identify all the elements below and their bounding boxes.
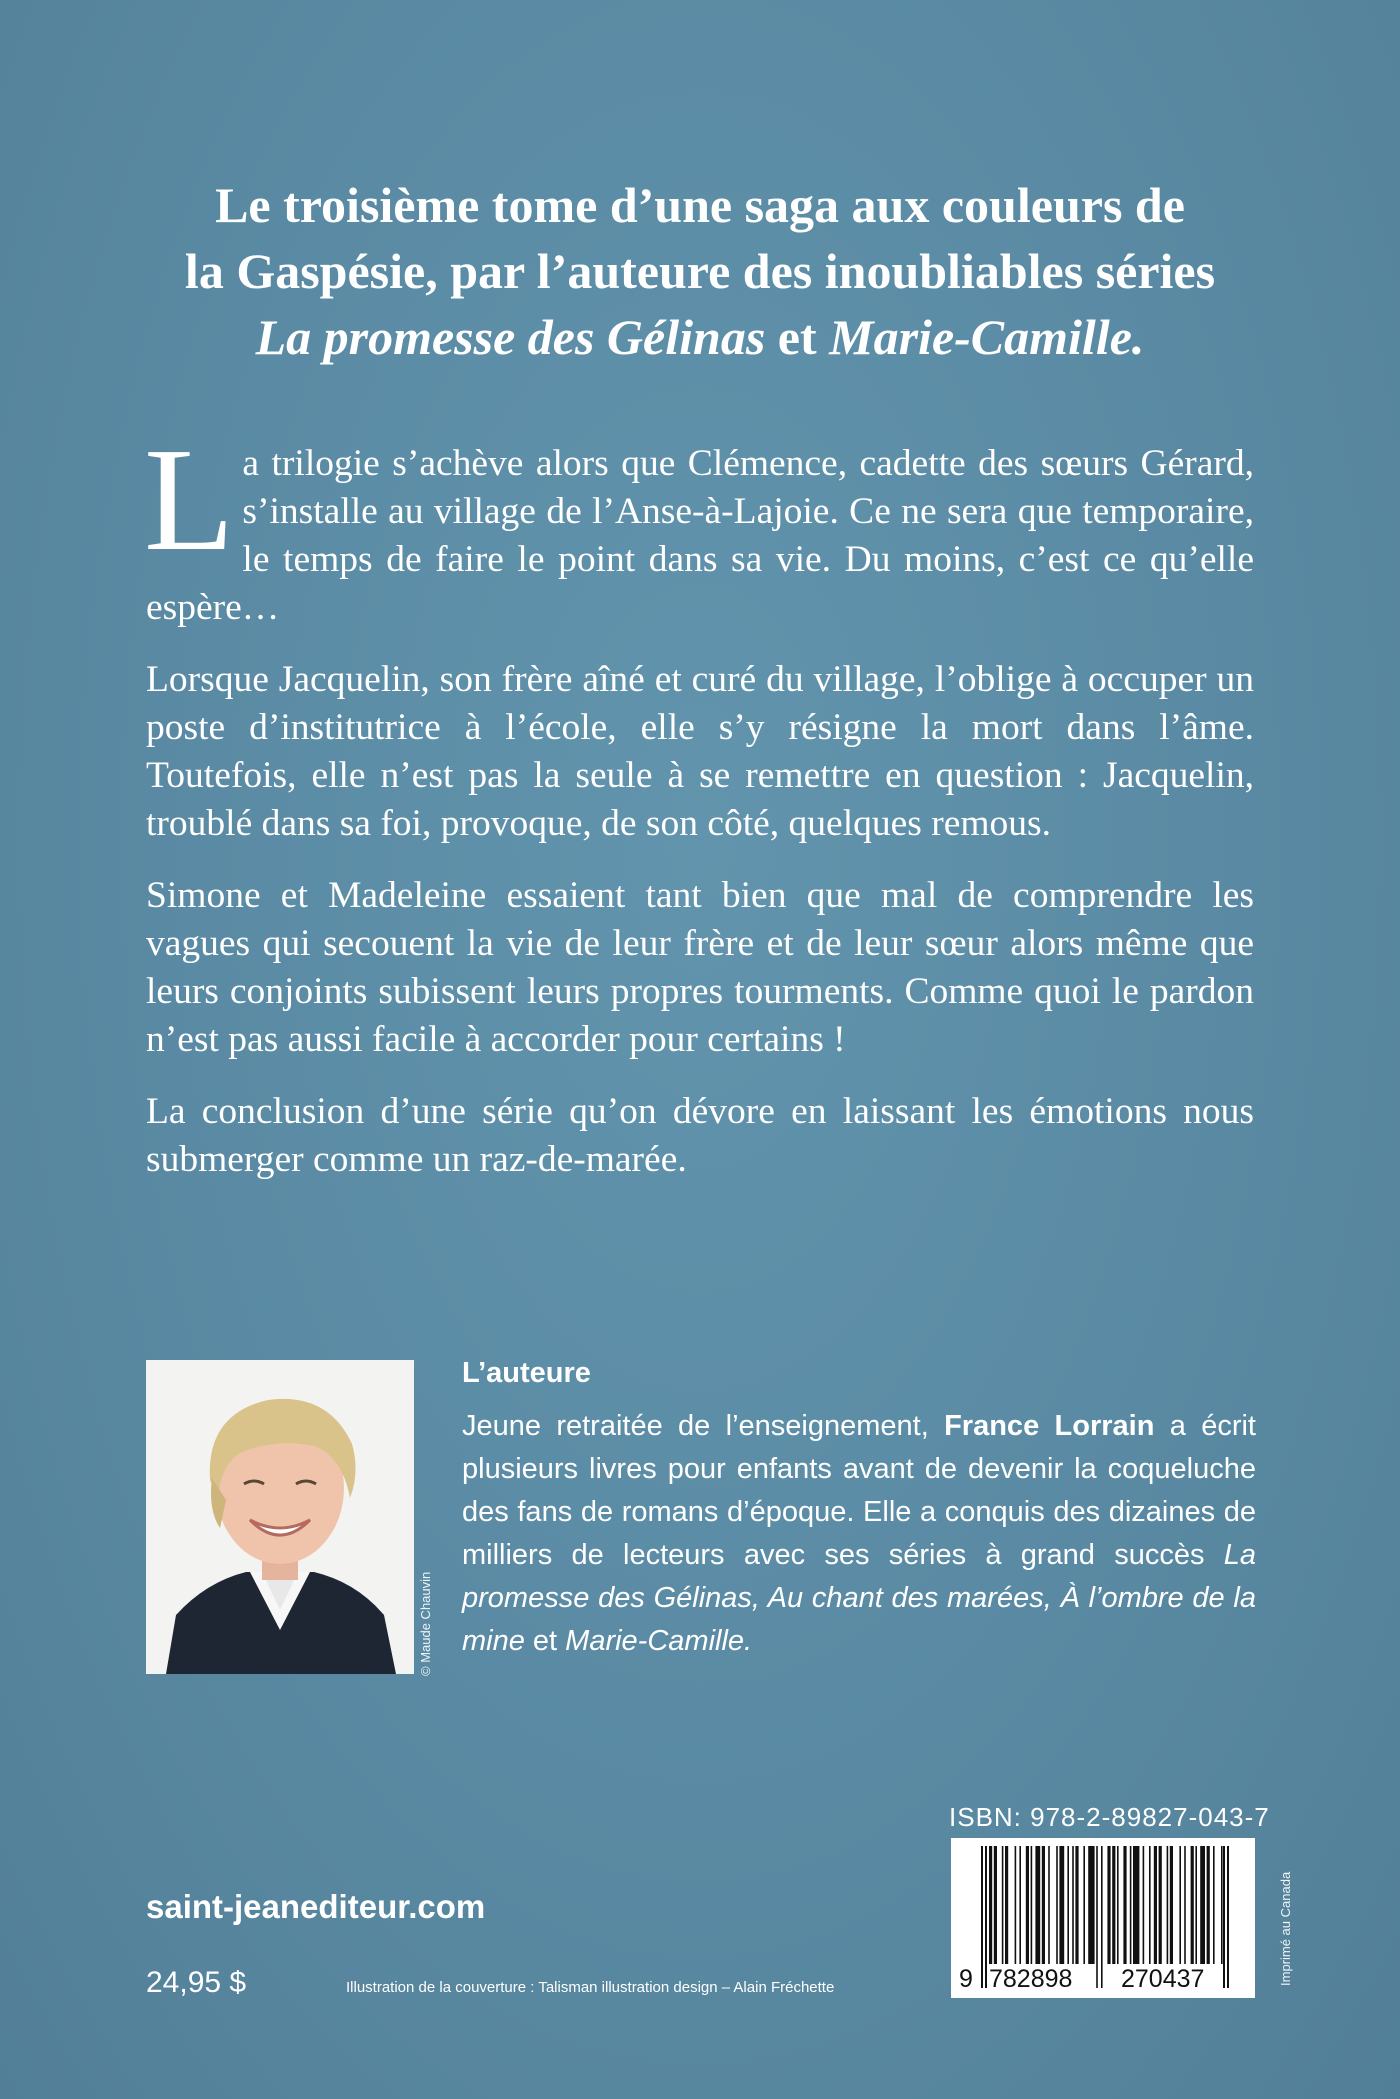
barcode-bar xyxy=(1002,1846,1004,1964)
barcode-bar xyxy=(1191,1846,1194,1964)
barcode-group-2: 270437 xyxy=(1121,1965,1205,1993)
barcode-bar xyxy=(1015,1846,1017,1964)
author-portrait-icon xyxy=(146,1360,414,1674)
price: 24,95 $ xyxy=(146,1966,247,1999)
barcode-bar xyxy=(985,1846,987,1988)
barcode-bar xyxy=(1200,1846,1205,1964)
barcode-group-1: 782898 xyxy=(989,1965,1073,1993)
tagline-line-2: la Gaspésie, par l’auteure des inoubliables séries xyxy=(184,243,1216,299)
barcode-bar xyxy=(1107,1846,1110,1964)
author-bio-mid: a écrit plusieurs livres pour enfants avant de devenir la coqueluche des fans de romans d’époque. Elle a conquis des dizaines de milliers de lecteurs avec ses séries à grand succès xyxy=(462,1410,1256,1571)
barcode-bar xyxy=(1195,1846,1197,1964)
barcode-bar xyxy=(1067,1846,1069,1964)
barcode-bar xyxy=(1056,1846,1058,1964)
barcode-bar xyxy=(1096,1846,1098,1988)
synopsis-paragraph-2: Lorsque Jacquelin, son frère aîné et curé du village, l’oblige à occuper un poste d’institutrice à l’école, elle s’y résigne la mort dans l’âme. Toutefois, elle n’est pas la seule à se remettre en question : Jacquelin, troublé dans sa foi, provoque, de son côté, quelques remous. xyxy=(146,659,1254,844)
barcode xyxy=(951,1838,1255,1998)
author-section xyxy=(462,1352,1256,1663)
barcode-bar xyxy=(1227,1846,1229,1988)
barcode-bar xyxy=(1130,1846,1132,1964)
barcode-bar xyxy=(1005,1846,1008,1964)
barcode-bar xyxy=(1117,1846,1119,1964)
barcode-bar xyxy=(1159,1846,1162,1964)
barcode-bar xyxy=(1031,1846,1033,1964)
barcode-bar xyxy=(1101,1846,1103,1988)
barcode-bar xyxy=(989,1846,992,1964)
synopsis-paragraph-3: Simone et Madeleine essaient tant bien que mal de comprendre les vagues qui secouent la vie de leur frère et de leur sœur alors même que leurs conjoints subissent leurs propres tourments. Comme quoi le pardon n’est pas aussi facile à accorder pour certains ! xyxy=(146,875,1254,1060)
synopsis-paragraph-1-text: a trilogie s’achève alors que Clémence, cadette des sœurs Gérard, s’installe au village de l’Anse-à-Lajoie. Ce ne sera que temporaire, le temps de faire le point dans sa vie. Du moins, c’est ce qu’elle espère… xyxy=(146,443,1254,628)
illustration-credit: Illustration de la couverture : Talisman illustration design – Alain Fréchette xyxy=(346,1979,835,1996)
barcode-bar xyxy=(1059,1846,1064,1964)
barcode-bar xyxy=(1167,1846,1169,1964)
publisher-website[interactable]: saint-jeanediteur.com xyxy=(146,1888,486,1925)
author-bio-intro: Jeune retraitée de l’enseignement, xyxy=(462,1410,945,1442)
barcode-bar xyxy=(1184,1846,1186,1964)
barcode-bar xyxy=(994,1846,997,1964)
drop-cap: L xyxy=(144,418,235,582)
synopsis-paragraph-1 xyxy=(144,418,1254,632)
tagline-series-1: La promesse des Gélinas xyxy=(255,309,766,365)
printed-in-canada: Imprimé au Canada xyxy=(1278,1871,1293,1986)
barcode-bar xyxy=(1026,1846,1029,1964)
author-last-work: Marie-Camille. xyxy=(565,1625,753,1657)
barcode-bar xyxy=(1042,1846,1045,1964)
barcode-bar xyxy=(1154,1846,1157,1964)
barcode-bar xyxy=(1019,1846,1021,1964)
barcode-bar xyxy=(1213,1846,1215,1964)
barcode-bar xyxy=(1048,1846,1050,1964)
barcode-lead-digit: 9 xyxy=(959,1965,973,1993)
author-works-connector: et xyxy=(524,1625,566,1657)
synopsis-paragraph-4: La conclusion d’une série qu’on dévore en laissant les émotions nous submerger comme un raz-de-marée. xyxy=(146,1091,1254,1180)
isbn: ISBN: 978-2-89827-043-7 xyxy=(949,1802,1270,1832)
barcode-bar xyxy=(1035,1846,1040,1964)
barcode-bar xyxy=(1223,1846,1225,1988)
barcode-bar xyxy=(1143,1846,1145,1964)
barcode-bar xyxy=(1170,1846,1173,1964)
tagline-connector: et xyxy=(765,309,830,365)
barcode-bar xyxy=(1075,1846,1078,1964)
author-bio xyxy=(462,1405,1256,1663)
barcode-bar xyxy=(1133,1846,1139,1964)
photo-credit: © Maude Chauvin xyxy=(418,1571,433,1676)
synopsis xyxy=(144,418,1254,1208)
barcode-bar xyxy=(1088,1846,1094,1964)
barcode-bar xyxy=(1072,1846,1074,1964)
barcode-bar xyxy=(1112,1846,1115,1964)
author-heading: L’auteure xyxy=(462,1357,591,1389)
tagline-series-2: Marie-Camille. xyxy=(829,309,1145,365)
barcode-bar xyxy=(1207,1846,1210,1964)
tagline xyxy=(120,172,1280,370)
barcode-bar xyxy=(1123,1846,1126,1964)
barcode-bar xyxy=(1221,1846,1223,1964)
author-works: La promesse des Gélinas, Au chant des marées, À l’ombre de la mine xyxy=(462,1539,1256,1657)
barcode-bar xyxy=(1083,1846,1085,1964)
author-name: France Lorrain xyxy=(944,1410,1155,1442)
barcode-bar xyxy=(1149,1846,1151,1964)
tagline-line-1: Le troisième tome d’une saga aux couleurs de xyxy=(215,177,1185,233)
barcode-bar xyxy=(1179,1846,1181,1964)
author-photo xyxy=(146,1360,414,1674)
barcode-bar xyxy=(981,1846,983,1988)
